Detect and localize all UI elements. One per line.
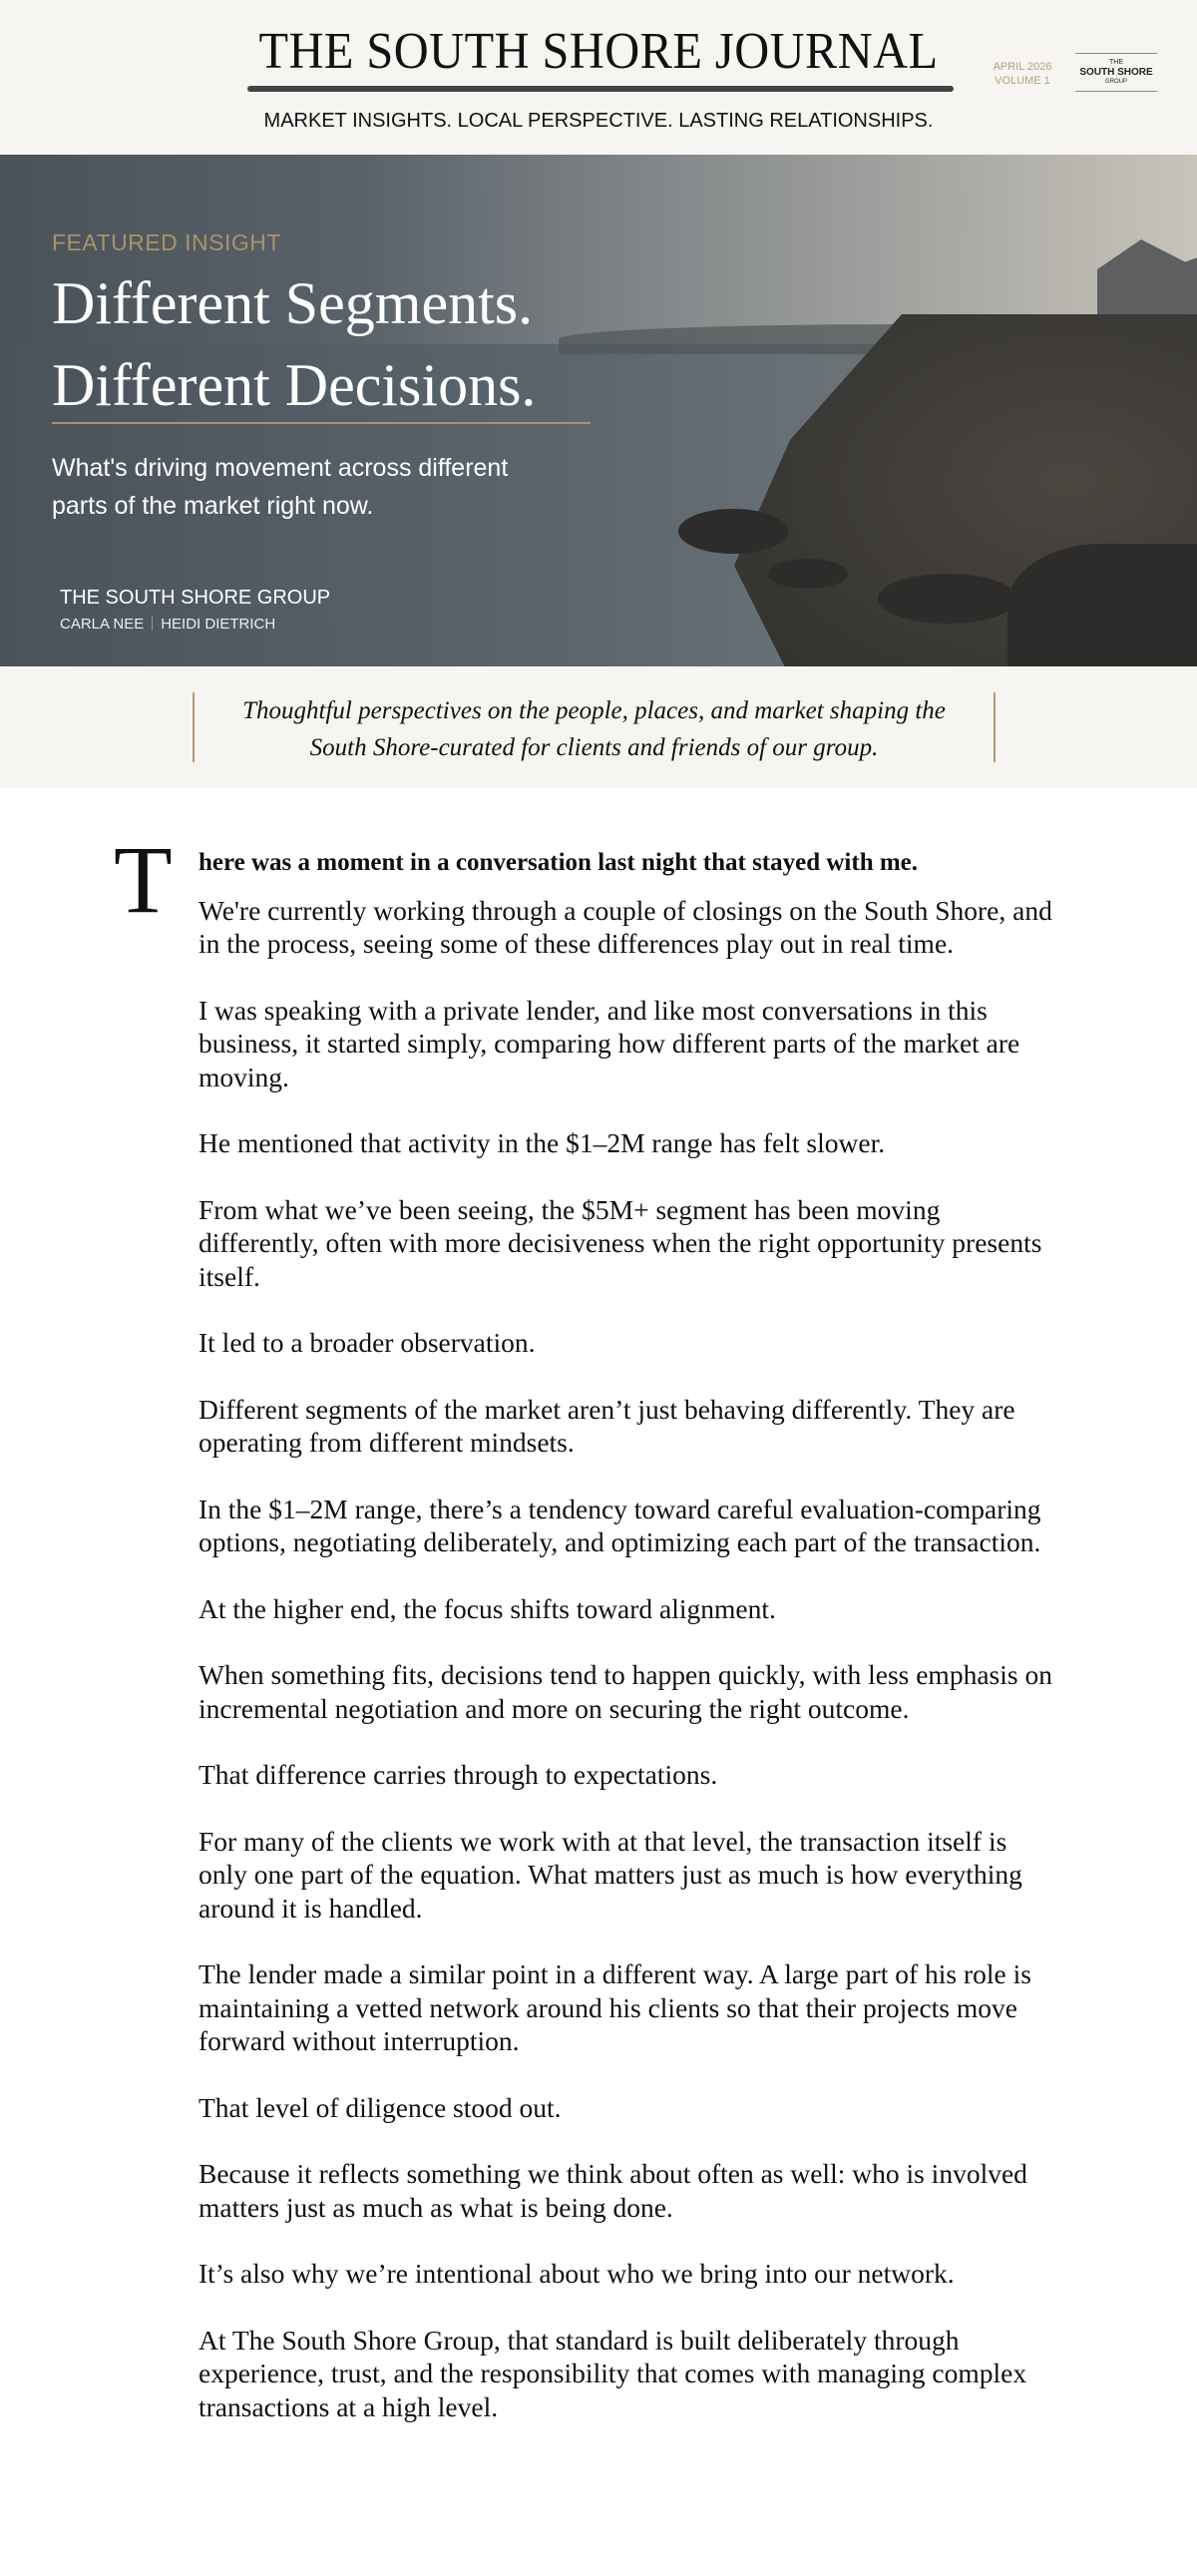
intro-quote: Thoughtful perspectives on the people, places, and market shaping the South Shore-curated for clients and friends of our group.	[193, 692, 996, 762]
article-paragraph: We're currently working through a couple of closings on the South Shore, and in the process, seeing some of these differences play out in real time.	[199, 894, 1052, 959]
hero-group-name: THE SOUTH SHORE GROUP	[60, 587, 331, 609]
article-body	[0, 788, 1197, 2423]
article-paragraph: Different segments of the market aren’t just behaving differently. They are operating from different mindsets.	[199, 1393, 1015, 1458]
article-paragraph: That level of diligence stood out.	[199, 2091, 562, 2123]
article-paragraph: It led to a broader observation.	[199, 1327, 536, 1358]
hero-title-line-1: Different Segments.	[52, 270, 534, 336]
logo-line-2: SOUTH SHORE	[1079, 67, 1153, 78]
article-paragraph: At The South Shore Group, that standard is built deliberately through experience, trust, and the responsibility that comes with managing complex transactions at a high level.	[199, 2324, 1027, 2422]
article-paragraph: I was speaking with a private lender, and like most conversations in this business, it started simply, comparing how different parts of the market are moving.	[199, 994, 1020, 1092]
article-paragraph: When something fits, decisions tend to happen quickly, with less emphasis on incremental negotiation and more on securing the right outcome.	[199, 1659, 1052, 1724]
hero-rock	[768, 559, 848, 589]
author-name: HEIDI DIETRICH	[161, 616, 276, 633]
article-text	[199, 846, 1056, 2423]
hero-banner	[0, 155, 1197, 666]
article-paragraph: In the $1–2M range, there’s a tendency toward careful evaluation-comparing options, negotiating deliberately, and optimizing each part of the transaction.	[199, 1493, 1041, 1557]
group-logo	[1075, 53, 1157, 99]
logo-line-3: GROUP	[1104, 79, 1127, 85]
article-paragraph: From what we’ve been seeing, the $5M+ segment has been moving differently, often with more decisiveness when the right opportunity presents itself.	[199, 1193, 1042, 1292]
hero-title	[52, 262, 536, 426]
article-paragraph: Because it reflects something we think about often as well: who is involved matters just as much as what is being done.	[199, 2158, 1027, 2223]
masthead-title: THE SOUTH SHORE JOURNAL	[258, 23, 939, 80]
article-lead: here was a moment in a conversation last night that stayed with me.	[199, 849, 919, 876]
hero-authors	[60, 616, 275, 633]
article-paragraph: He mentioned that activity in the $1–2M range has felt slower.	[199, 1127, 886, 1158]
article-paragraph: The lender made a similar point in a different way. A large part of his role is maintaining a vetted network around his clients so that their projects move forward without interruption.	[199, 1958, 1031, 2056]
drop-cap: T	[114, 826, 173, 933]
masthead-rule	[247, 86, 954, 92]
logo-rule	[1075, 91, 1157, 92]
issue-info	[988, 60, 1057, 88]
article-paragraph: That difference carries through to expectations.	[199, 1759, 718, 1790]
hero-rock	[678, 509, 788, 554]
article-paragraph: For many of the clients we work with at that level, the transaction itself is only one part of the equation. What matters just as much is how everything around it is handled.	[199, 1825, 1022, 1924]
hero-rock	[878, 574, 1017, 624]
hero-subtitle	[52, 449, 508, 525]
hero-rock	[1007, 544, 1197, 666]
issue-volume: VOLUME 1	[995, 75, 1050, 87]
hero-subtitle-line-2: parts of the market right now.	[52, 492, 374, 520]
masthead-header	[0, 0, 1197, 155]
article-paragraph: At the higher end, the focus shifts toward alignment.	[199, 1592, 776, 1624]
article-paragraph: It’s also why we’re intentional about who we bring into our network.	[199, 2258, 955, 2289]
issue-date: APRIL 2026	[993, 61, 1052, 73]
hero-house-image	[1097, 239, 1197, 314]
hero-title-line-2: Different Decisions.	[52, 352, 537, 418]
intro-quote-band	[0, 666, 1197, 788]
hero-subtitle-line-1: What's driving movement across different	[52, 454, 509, 482]
hero-kicker: FEATURED INSIGHT	[52, 229, 281, 255]
logo-line-1: THE	[1109, 59, 1123, 66]
hero-divider	[52, 422, 591, 424]
author-separator	[152, 616, 153, 631]
tagline: MARKET INSIGHTS. LOCAL PERSPECTIVE. LASTING RELATIONSHIPS.	[263, 110, 934, 132]
author-name: CARLA NEE	[60, 616, 145, 633]
